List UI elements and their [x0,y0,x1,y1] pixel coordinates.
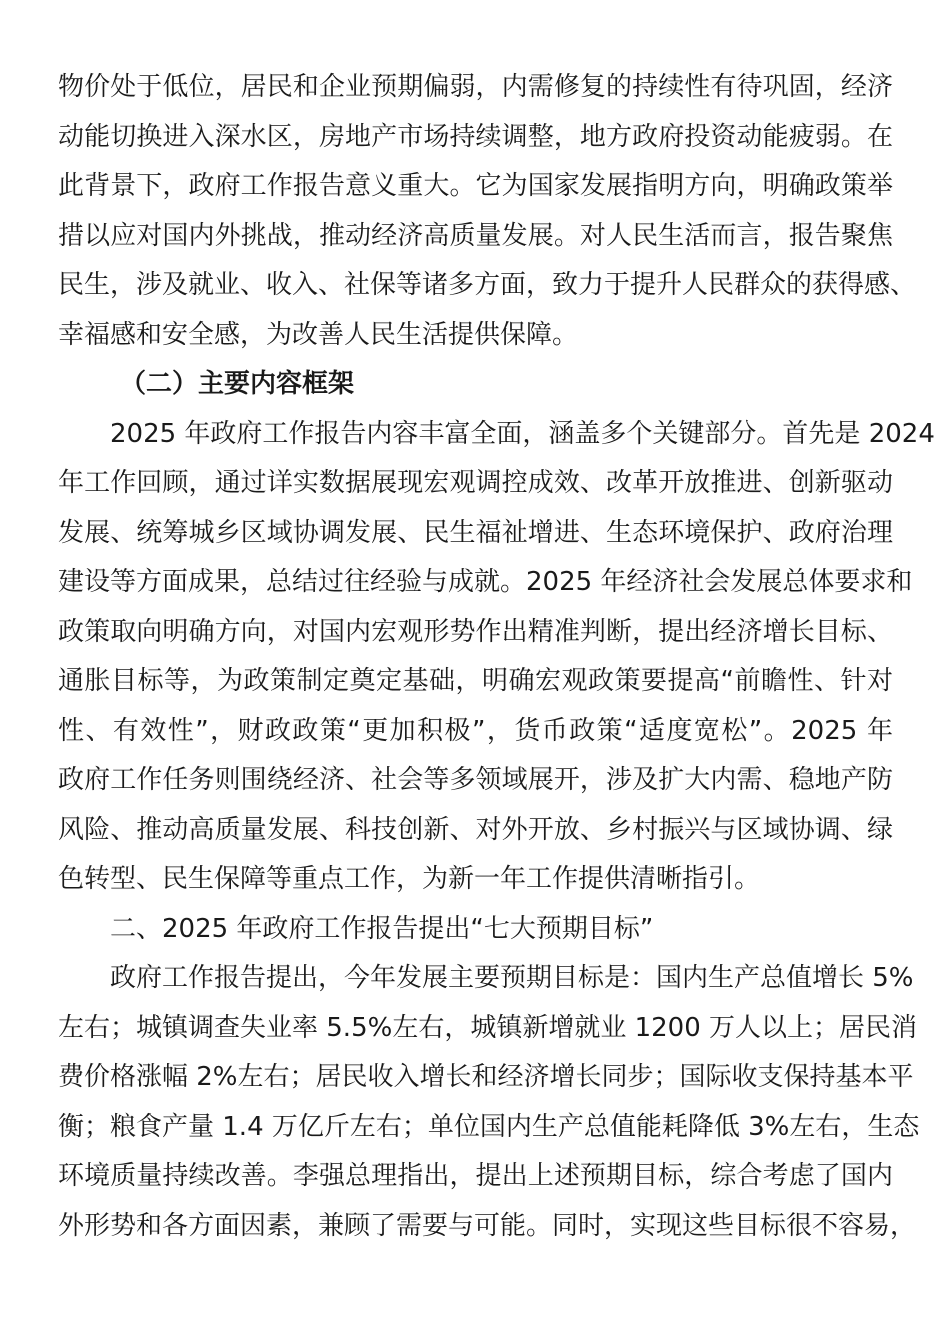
subsection-heading: （二）主要内容框架 [120,369,355,399]
paragraph-line: 左右；城镇调查失业率 5.5%左右，城镇新增就业 1200 万人以上；居民消 [58,1012,918,1043]
paragraph-line: 民生，涉及就业、收入、社保等诸多方面，致力于提升人民群众的获得感、 [58,270,917,300]
paragraph-line: 费价格涨幅 2%左右；居民收入增长和经济增长同步；国际收支保持基本平 [58,1062,914,1092]
paragraph-line: 2025 年政府工作报告内容丰富全面，涵盖多个关键部分。首先是 2024 [110,418,935,449]
paragraph-line: 通胀目标等，为政策制定奠定基础，明确宏观政策要提高“前瞻性、针对 [58,666,893,696]
paragraph-line: 环境质量持续改善。李强总理指出，提出上述预期目标，综合考虑了国内 [58,1161,893,1191]
paragraph-line: 色转型、民生保障等重点工作，为新一年工作提供清晰指引。 [58,864,761,894]
paragraph-line: 政府工作报告提出，今年发展主要预期目标是：国内生产总值增长 5% [110,963,914,993]
paragraph-line: 幸福感和安全感，为改善人民生活提供保障。 [58,319,579,350]
paragraph-line: 年工作回顾，通过详实数据展现宏观调控成效、改革开放推进、创新驱动 [58,468,893,498]
paragraph-line: 外形势和各方面因素，兼顾了需要与可能。同时，实现这些目标很不容易， [58,1210,917,1241]
paragraph-line: 动能切换进入深水区，房地产市场持续调整，地方政府投资动能疲弱。在 [58,121,893,152]
paragraph-line: 衡；粮食产量 1.4 万亿斤左右；单位国内生产总值能耗降低 3%左右，生态 [58,1111,920,1142]
document-body [58,63,935,1251]
paragraph-line: 此背景下，政府工作报告意义重大。它为国家发展指明方向，明确政策举 [58,171,893,201]
paragraph-line: 措以应对国内外挑战，推动经济高质量发展。对人民生活而言，报告聚焦 [58,220,893,251]
paragraph-line: 建设等方面成果，总结过往经验与成就。2025 年经济社会发展总体要求和 [58,567,913,597]
paragraph-line: 政策取向明确方向，对国内宏观形势作出精准判断，提出经济增长目标、 [58,616,893,647]
paragraph-line: 政府工作任务则围绕经济、社会等多领域展开，涉及扩大内需、稳地产防 [58,765,893,795]
paragraph-line: 发展、统筹城乡区域协调发展、民生福祉增进、生态环境保护、政府治理 [58,517,893,548]
section-title: 二、2025 年政府工作报告提出“七大预期目标” [110,913,654,944]
paragraph-line: 性、有效性”，财政政策“更加积极”，货币政策“适度宽松”。2025 年 [58,715,893,746]
paragraph-line: 风险、推动高质量发展、科技创新、对外开放、乡村振兴与区域协调、绿 [58,814,893,845]
paragraph-line: 物价处于低位，居民和企业预期偏弱，内需修复的持续性有待巩固，经济 [58,72,893,102]
